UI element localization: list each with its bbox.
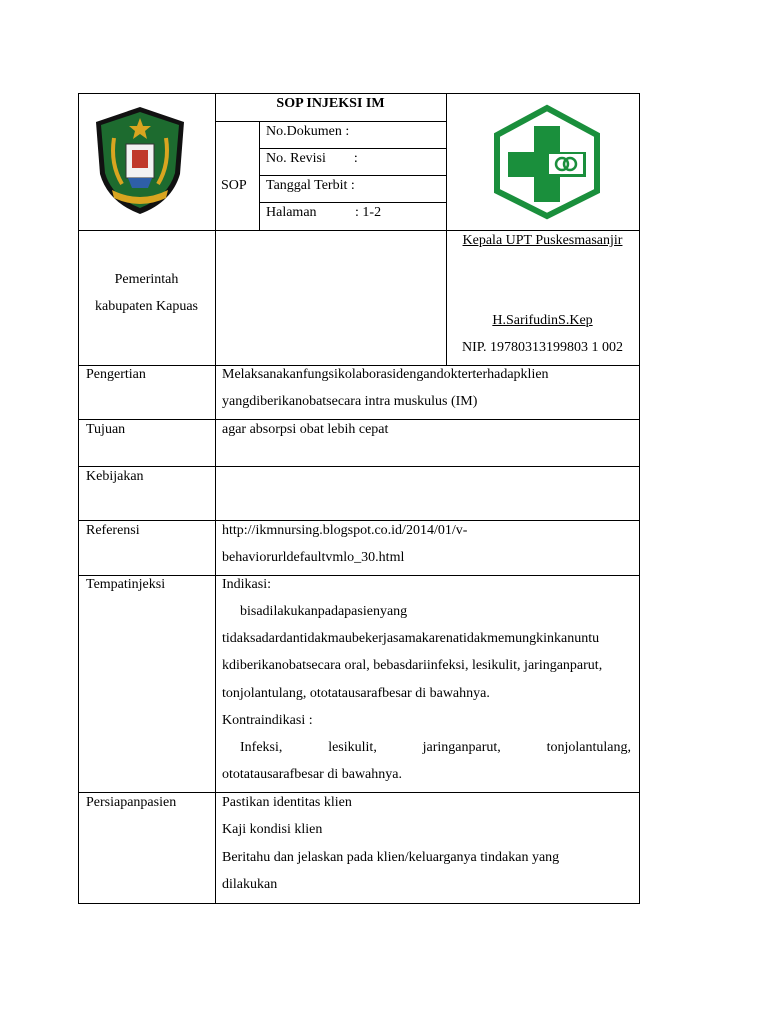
sop-label: SOP [221, 178, 247, 193]
page-title: SOP INJEKSI IM [276, 96, 385, 111]
pengertian-line: Melaksanakanfungsikolaborasidengandokterterhadapklien [222, 367, 549, 382]
signer-title: Kepala UPT Puskesmasanjir [462, 233, 623, 248]
field-halaman: Halaman : 1-2 [266, 205, 382, 220]
regency-emblem-icon [88, 104, 192, 218]
kontraindikasi-line [240, 739, 631, 757]
referensi-line: behaviorurldefaultvmlo_30.html [222, 550, 405, 565]
kontra-word: tonjolantulang, [546, 740, 631, 755]
row-label-tujuan: Tujuan [86, 422, 126, 437]
field-no-dokumen: No.Dokumen : [266, 124, 350, 139]
persiapan-line: Beritahu dan jelaskan pada klien/keluarganya tindakan yang [222, 850, 560, 865]
kontraindikasi-label: Kontraindikasi : [222, 713, 313, 728]
kontraindikasi-line: ototatausarafbesar di bawahnya. [222, 767, 402, 782]
indikasi-label: Indikasi: [222, 577, 271, 592]
row-label-tempat-injeksi: Tempatinjeksi [86, 577, 166, 592]
indikasi-line: bisadilakukanpadapasienyang [240, 604, 408, 619]
pengertian-line: yangdiberikanobatsecara intra muskulus (IM) [222, 394, 478, 409]
row-label-pengertian: Pengertian [86, 367, 146, 382]
field-tanggal-terbit: Tanggal Terbit : [266, 178, 355, 193]
puskesmas-logo-icon [489, 104, 605, 220]
indikasi-line: tonjolantulang, ototatausarafbesar di bawahnya. [222, 686, 490, 701]
referensi-line: http://ikmnursing.blogspot.co.id/2014/01/v- [222, 523, 468, 538]
row-label-kebijakan: Kebijakan [86, 469, 144, 484]
kontra-word: Infeksi, [240, 740, 283, 755]
kontra-word: lesikulit, [328, 740, 377, 755]
persiapan-line: Pastikan identitas klien [222, 795, 352, 810]
persiapan-line: Kaji kondisi klien [222, 822, 323, 837]
indikasi-line: kdiberikanobatsecara oral, bebasdariinfeksi, lesikulit, jaringanparut, [222, 658, 603, 673]
kontra-word: jaringanparut, [422, 740, 501, 755]
tujuan-text: agar absorpsi obat lebih cepat [222, 422, 389, 437]
org-name-line1: Pemerintah [114, 272, 179, 287]
row-label-referensi: Referensi [86, 523, 140, 538]
persiapan-line: dilakukan [222, 877, 278, 892]
indikasi-line: tidaksadardantidakmaubekerjasamakarenatidakmemungkinkanuntu [222, 631, 600, 646]
signer-nip: NIP. 19780313199803 1 002 [461, 340, 623, 355]
field-no-revisi: No. Revisi : [266, 151, 358, 166]
row-label-persiapan-pasien: Persiapanpasien [86, 795, 177, 810]
signer-name: H.SarifudinS.Kep [492, 313, 593, 328]
org-name-line2: kabupaten Kapuas [94, 299, 199, 314]
